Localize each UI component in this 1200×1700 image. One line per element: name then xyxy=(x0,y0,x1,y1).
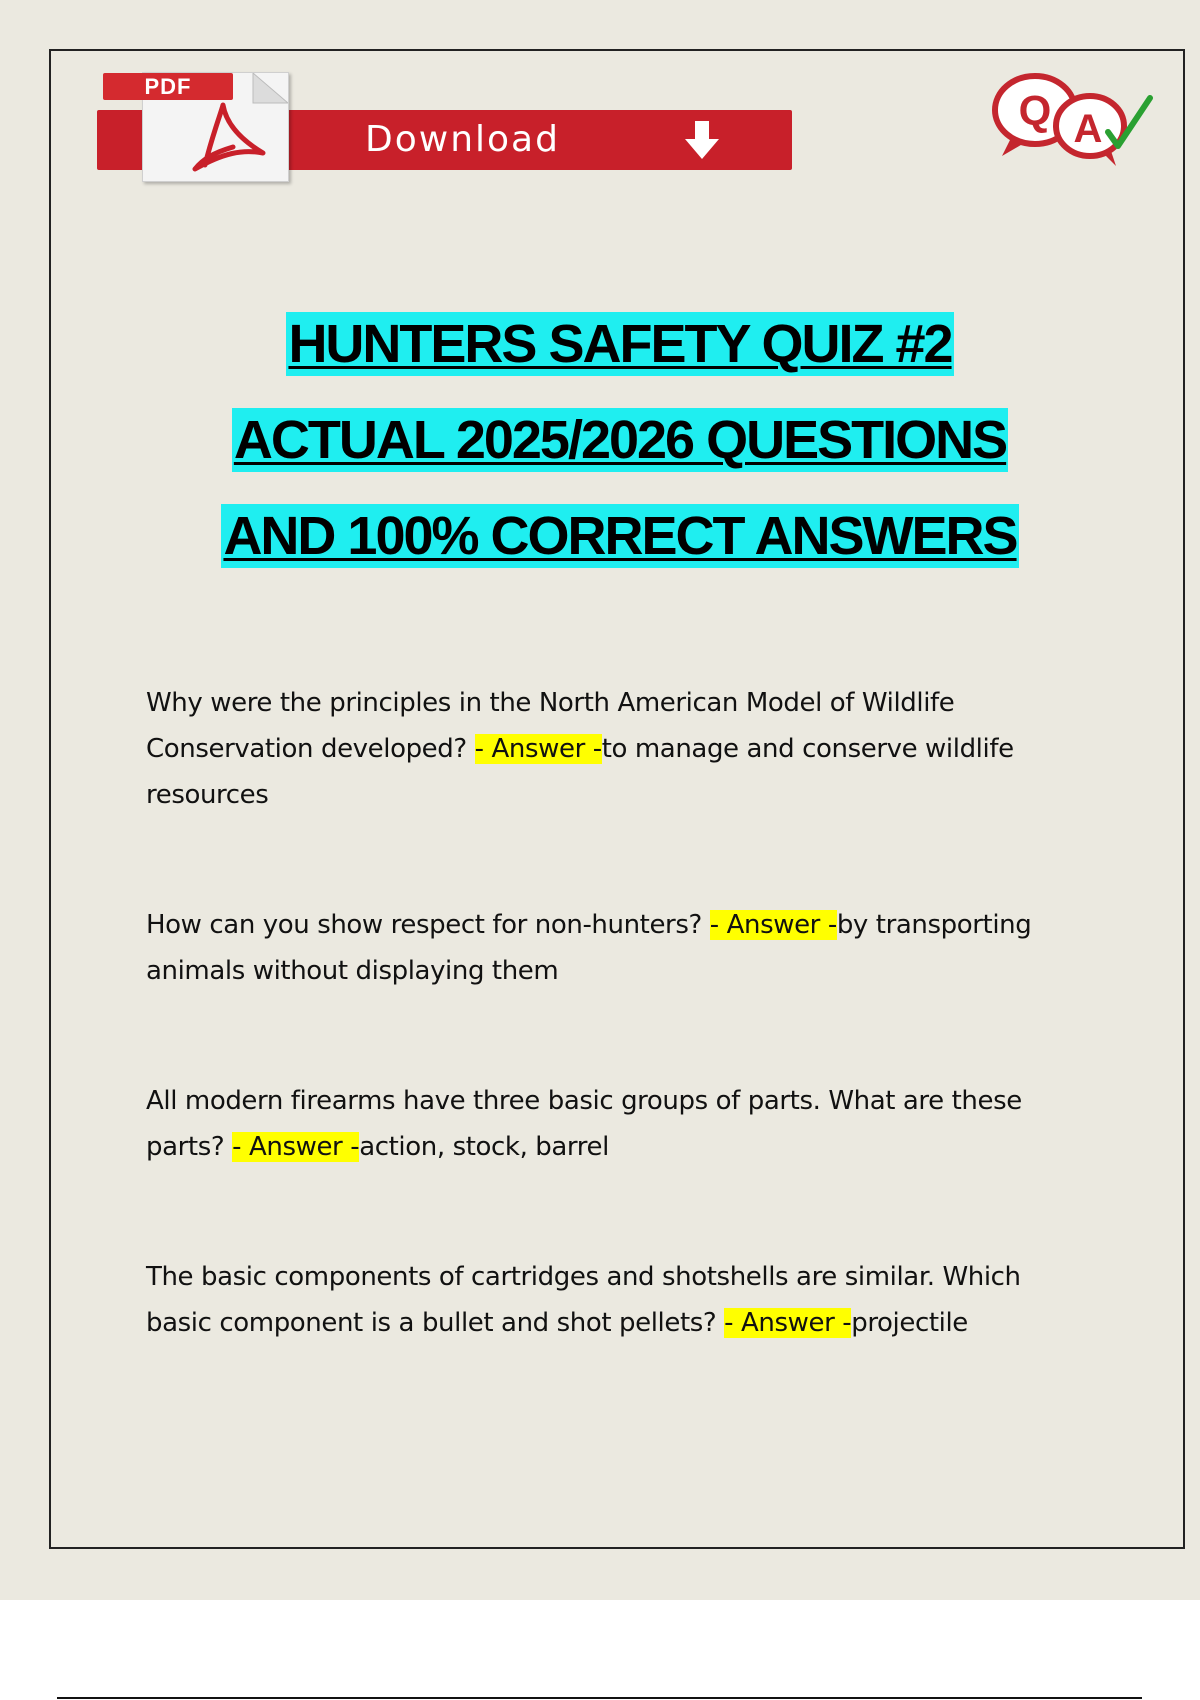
answer-text: to manage and conserve wildlife resources xyxy=(146,734,1014,810)
logo-q-letter: Q xyxy=(1018,87,1052,134)
question-text: How can you show respect for non-hunters? xyxy=(146,910,710,940)
download-arrow-icon xyxy=(685,121,719,161)
document-title xyxy=(60,312,1180,600)
title-line-3: AND 100% CORRECT ANSWERS xyxy=(223,506,1017,566)
question-text: All modern firearms have three basic groups of parts. What are these parts? xyxy=(146,1086,1022,1162)
qa-logo-icon xyxy=(990,70,1155,170)
qa-item-3 xyxy=(146,1078,1086,1170)
qa-item-1 xyxy=(146,680,1086,818)
pdf-download-banner[interactable] xyxy=(97,70,797,180)
answer-marker: - Answer - xyxy=(724,1308,852,1338)
pdf-tag-label: PDF xyxy=(103,73,233,100)
answer-text: projectile xyxy=(851,1308,968,1338)
qa-item-2 xyxy=(146,902,1086,994)
title-line-2: ACTUAL 2025/2026 QUESTIONS xyxy=(233,410,1007,470)
logo-a-letter: A xyxy=(1073,107,1103,151)
answer-marker: - Answer - xyxy=(709,910,837,940)
download-label[interactable]: Download xyxy=(365,119,560,160)
bottom-rule xyxy=(57,1697,1142,1699)
question-text: The basic components of cartridges and shotshells are similar. Which basic component is a bullet and shot pellets? xyxy=(146,1262,1021,1338)
title-line-1: HUNTERS SAFETY QUIZ #2 xyxy=(288,314,952,374)
answer-text: by transporting animals without displaying them xyxy=(146,910,1032,986)
answer-text: action, stock, barrel xyxy=(359,1132,609,1162)
answer-marker: - Answer - xyxy=(474,734,602,764)
qa-list xyxy=(146,680,1086,1346)
qa-item-4 xyxy=(146,1254,1086,1346)
answer-marker: - Answer - xyxy=(232,1132,360,1162)
question-text: Why were the principles in the North American Model of Wildlife Conservation developed? xyxy=(146,688,955,764)
